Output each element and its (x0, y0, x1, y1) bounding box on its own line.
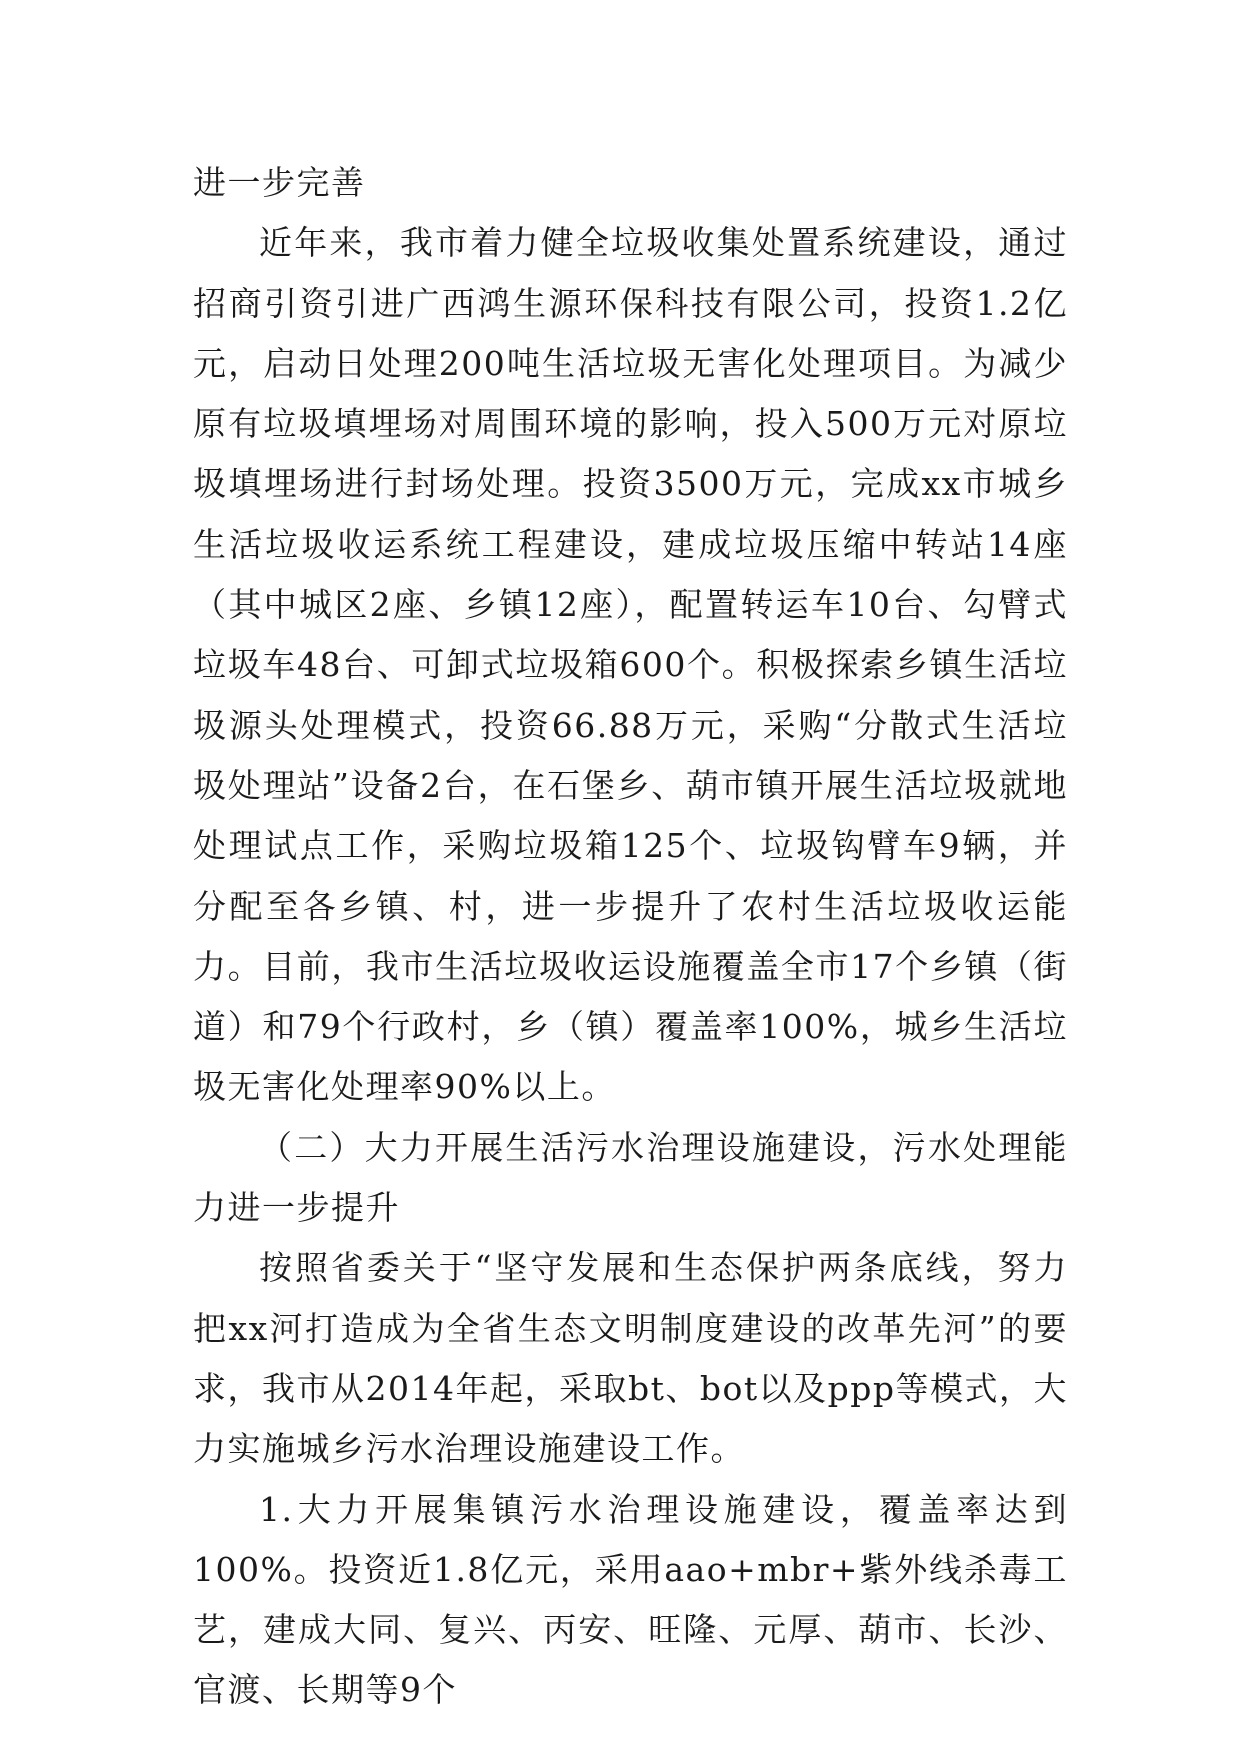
paragraph-continuation: 进一步完善 (193, 163, 366, 202)
paragraph-town-sewage: 1.大力开展集镇污水治理设施建设，覆盖率达到100%。投资近1.8亿元，采用aao+mbr+紫外线杀毒工艺，建成大同、复兴、丙安、旺隆、元厚、葫市、长沙、官渡、长期等9个 (193, 1489, 1068, 1710)
document-body (193, 153, 1068, 1721)
section-heading-sewage: （二）大力开展生活污水治理设施建设，污水处理能力进一步提升 (193, 1127, 1068, 1228)
paragraph-garbage-collection: 近年来，我市着力健全垃圾收集处置系统建设，通过招商引资引进广西鸿生源环保科技有限公司，投资1.2亿元，启动日处理200吨生活垃圾无害化处理项目。为减少原有垃圾填埋场对周围环境的影响，投入500万元对原垃圾填埋场进行封场处理。投资3500万元，完成xx市城乡生活垃圾收运系统工程建设，建成垃圾压缩中转站14座（其中城区2座、乡镇12座），配置转运车10台、勾臂式垃圾车48台、可卸式垃圾箱600个。积极探索乡镇生活垃圾源头处理模式，投资66.88万元，采购“分散式生活垃圾处理站”设备2台，在石堡乡、葫市镇开展生活垃圾就地处理试点工作，采购垃圾箱125个、垃圾钩臂车9辆，并分配至各乡镇、村，进一步提升了农村生活垃圾收运能力。目前，我市生活垃圾收运设施覆盖全市17个乡镇（街道）和79个行政村，乡（镇）覆盖率100%，城乡生活垃圾无害化处理率90%以上。 (193, 223, 1068, 1107)
paragraph-sewage-policy: 按照省委关于“坚守发展和生态保护两条底线，努力把xx河打造成为全省生态文明制度建设的改革先河”的要求，我市从2014年起，采取bt、bot以及ppp等模式，大力实施城乡污水治理设施建设工作。 (193, 1248, 1068, 1469)
